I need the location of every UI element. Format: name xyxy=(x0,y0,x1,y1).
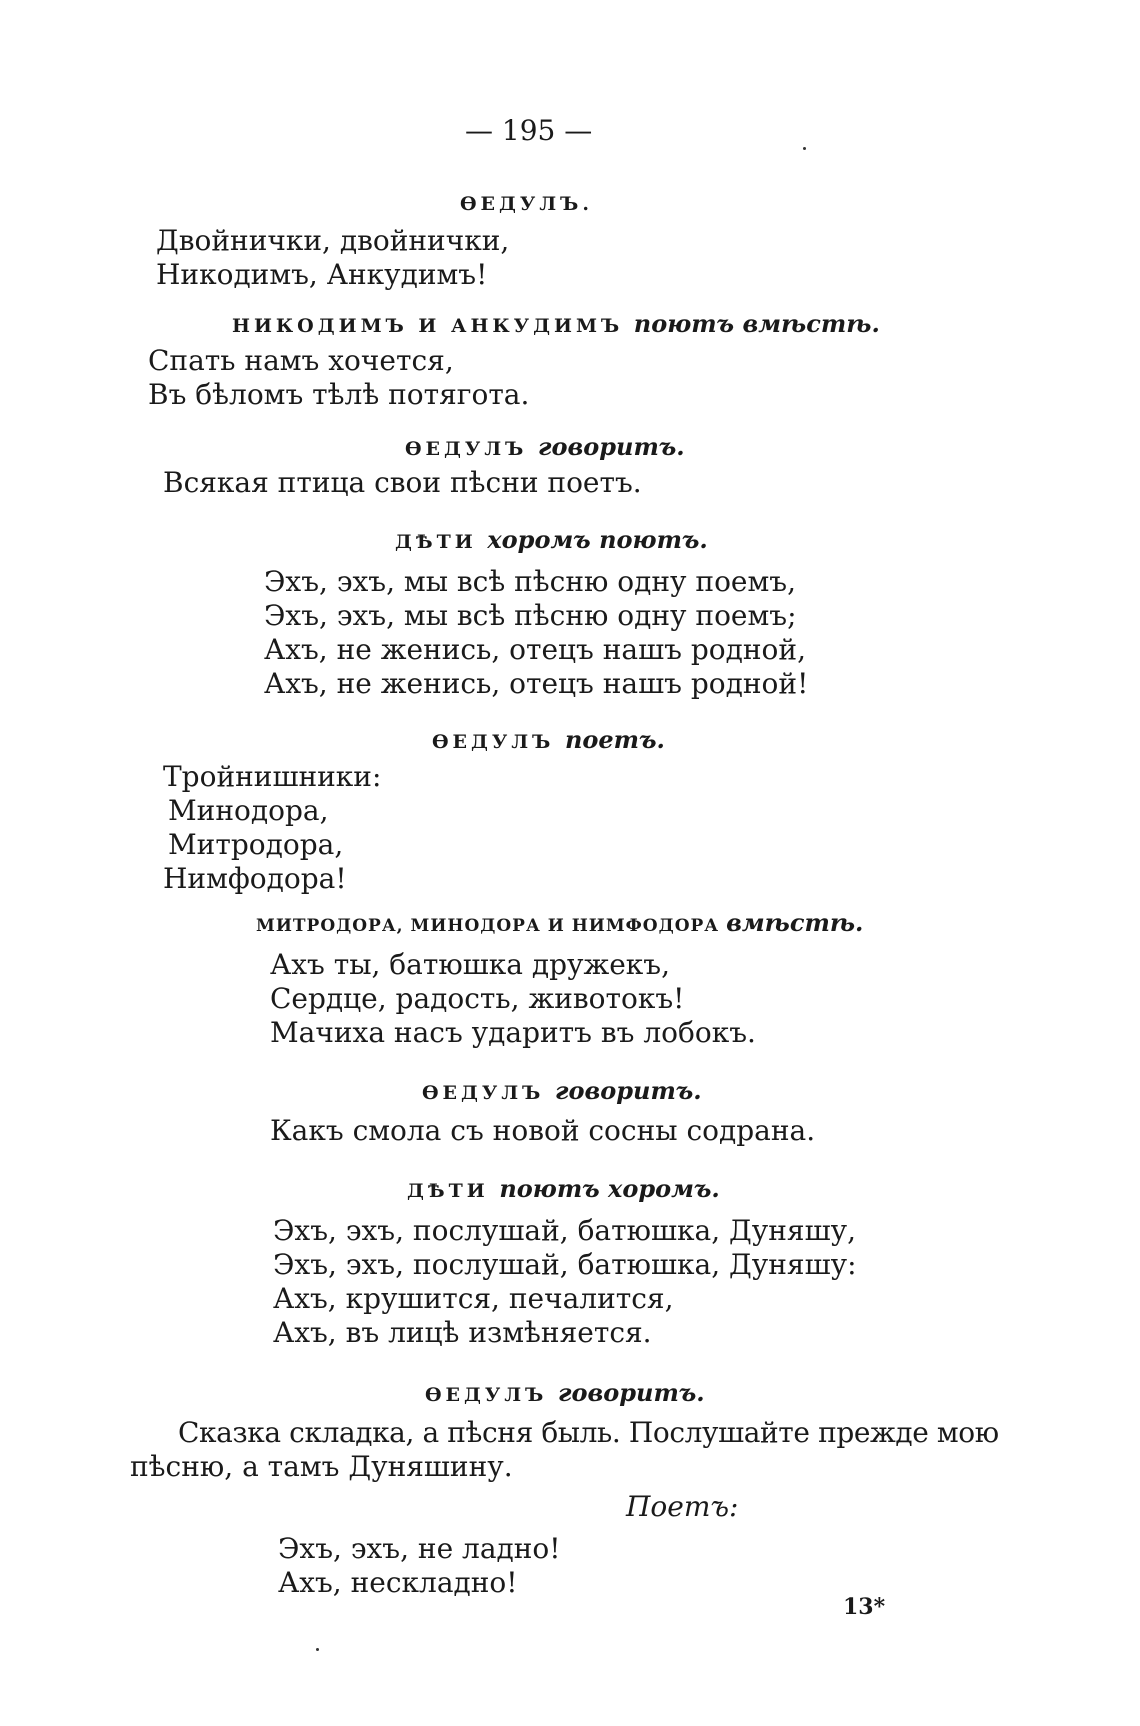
stage-direction: говоритъ. xyxy=(557,1378,705,1407)
verse-line: Какъ смола съ новой сосны содрана. xyxy=(270,1114,816,1147)
speaker-heading: ѲЕДУЛЪ поетъ. xyxy=(432,725,665,754)
speaker-heading: НИКОДИМЪ И АНКУДИМЪ поютъ вмѣстѣ. xyxy=(232,309,880,338)
print-speck xyxy=(803,147,806,150)
prose-line: Сказка складка, а пѣсня быль. Послушайте прежде мою xyxy=(178,1416,999,1449)
verse-line: Эхъ, эхъ, послушай, батюшка, Дуняшу: xyxy=(273,1248,857,1281)
prose-line: пѣсню, а тамъ Дуняшину. xyxy=(130,1450,513,1483)
verse-line: Эхъ, эхъ, не ладно! xyxy=(278,1532,561,1565)
verse-line: Эхъ, эхъ, послушай, батюшка, Дуняшу, xyxy=(273,1214,856,1247)
stage-direction: говоритъ. xyxy=(554,1076,702,1105)
speaker-heading: ДѢТИ поютъ хоромъ. xyxy=(407,1174,720,1203)
speaker-heading: МИТРОДОРА, МИНОДОРА И НИМФОДОРА вмѣстѣ. xyxy=(256,908,864,937)
verse-line: Эхъ, эхъ, мы всѣ пѣсню одну поемъ; xyxy=(264,599,797,632)
verse-line: Ахъ, крушится, печалится, xyxy=(273,1282,674,1315)
verse-line: Тройнишники: xyxy=(163,760,382,793)
stage-direction: поетъ. xyxy=(564,725,665,754)
stage-direction: поютъ вмѣстѣ. xyxy=(633,309,880,338)
stage-direction: вмѣстѣ. xyxy=(726,908,864,937)
verse-line: Эхъ, эхъ, мы всѣ пѣсню одну поемъ, xyxy=(264,565,796,598)
page-number: — 195 — xyxy=(465,114,593,147)
stage-direction: говоритъ. xyxy=(537,432,685,461)
print-speck xyxy=(316,1648,319,1651)
verse-line: Спать намъ хочется, xyxy=(148,344,454,377)
speaker-heading: ѲЕДУЛЪ. xyxy=(460,193,593,215)
stage-direction: хоромъ поютъ. xyxy=(487,525,708,554)
verse-line: Ахъ ты, батюшка дружекъ, xyxy=(270,948,671,981)
verse-line: Всякая птица свои пѣсни поетъ. xyxy=(163,466,642,499)
verse-line: Ахъ, въ лицѣ измѣняется. xyxy=(273,1316,652,1349)
speaker-heading: ДѢТИ хоромъ поютъ. xyxy=(395,525,708,554)
verse-line: Мачиха насъ ударитъ въ лобокъ. xyxy=(270,1016,756,1049)
verse-line: Минодора, xyxy=(168,794,329,827)
verse-line: Нимфодора! xyxy=(163,862,347,895)
verse-line: Митродора, xyxy=(168,828,344,861)
verse-line: Ахъ, не женись, отецъ нашъ родной, xyxy=(264,633,806,666)
stage-direction: Поетъ: xyxy=(626,1490,739,1523)
speaker-heading: ѲЕДУЛЪ говоритъ. xyxy=(405,432,685,461)
verse-line: Двойнички, двойнички, xyxy=(156,224,510,257)
verse-line: Сердце, радость, животокъ! xyxy=(270,982,685,1015)
verse-line: Ахъ, не женись, отецъ нашъ родной! xyxy=(264,667,809,700)
signature-mark: 13* xyxy=(843,1594,886,1620)
verse-line: Въ бѣломъ тѣлѣ потягота. xyxy=(148,378,530,411)
speaker-heading: ѲЕДУЛЪ говоритъ. xyxy=(422,1076,702,1105)
speaker-heading: ѲЕДУЛЪ говоритъ. xyxy=(425,1378,705,1407)
stage-direction: поютъ хоромъ. xyxy=(499,1174,720,1203)
verse-line: Никодимъ, Анкудимъ! xyxy=(156,258,488,291)
verse-line: Ахъ, нескладно! xyxy=(278,1566,518,1599)
